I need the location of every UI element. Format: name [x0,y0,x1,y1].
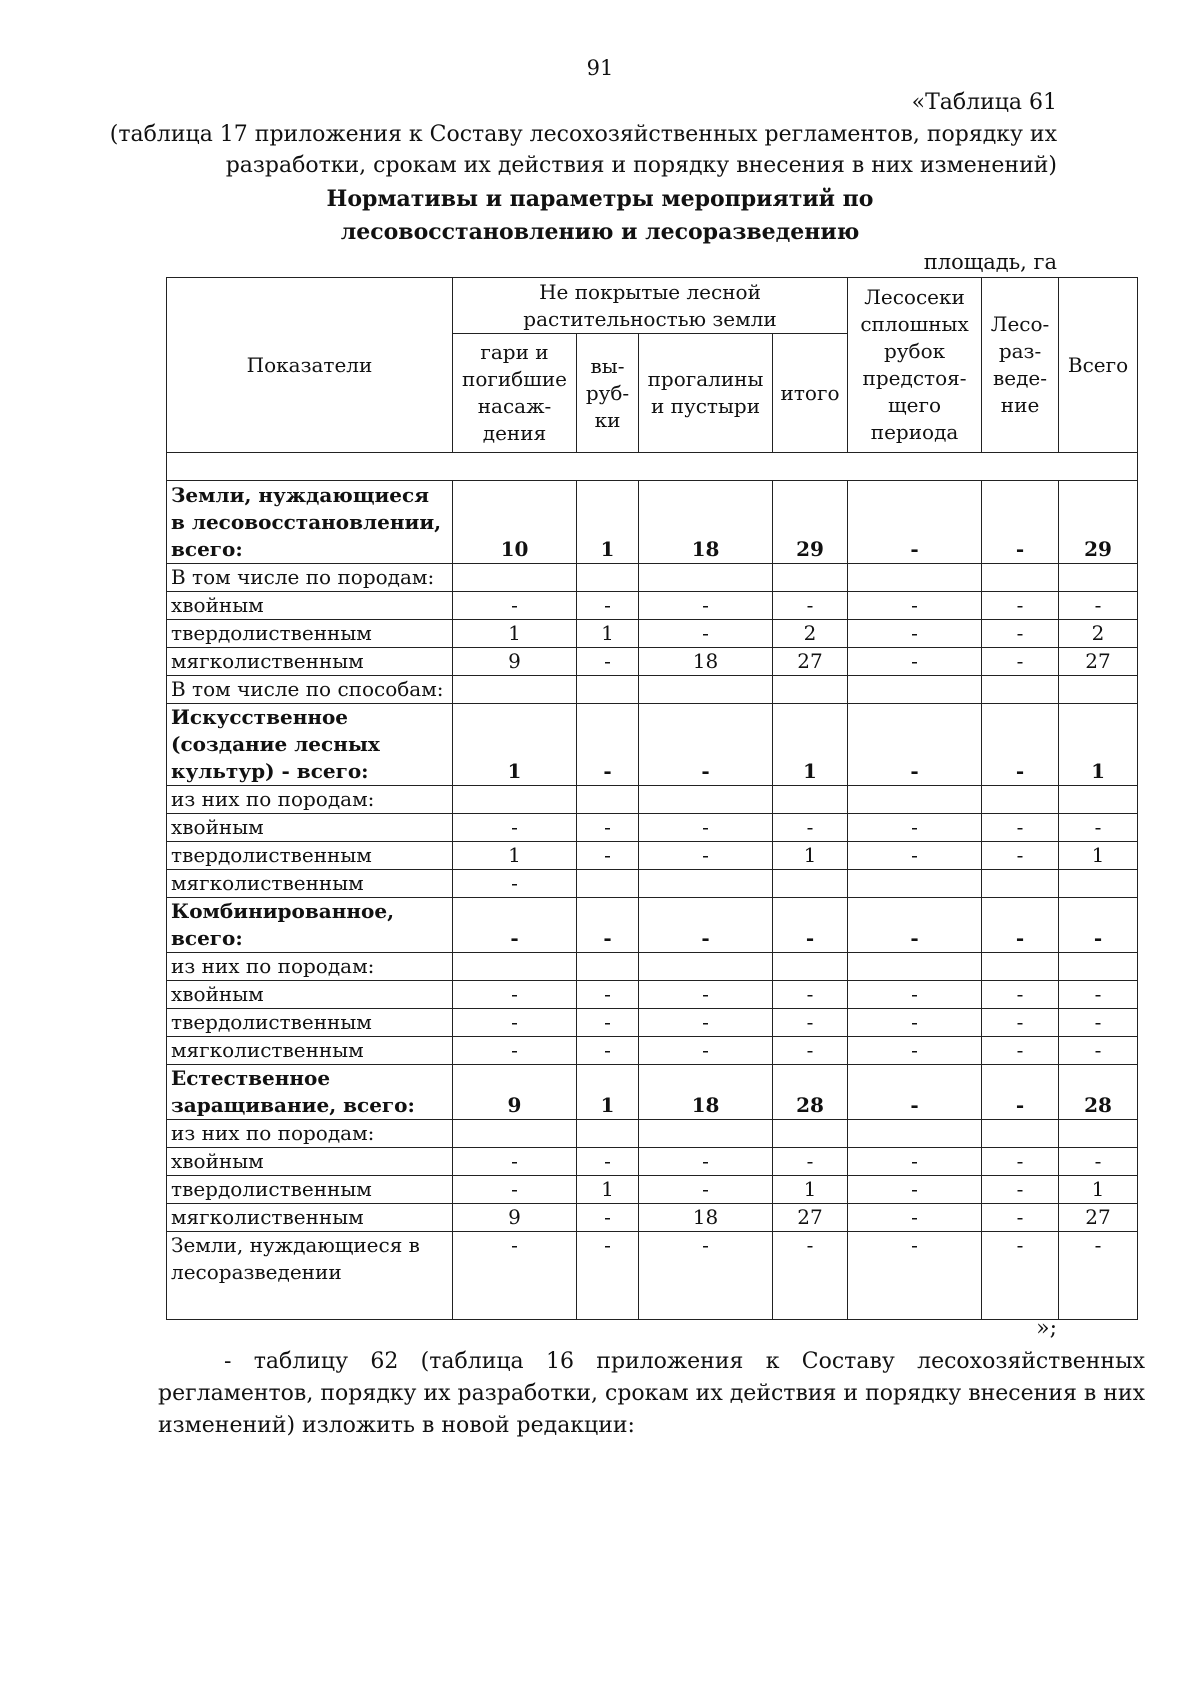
cell-value: - [848,1204,982,1232]
cell-value [453,676,577,704]
cell-value [773,1120,848,1148]
header-afforestation: Лесо-раз-веде-ние [982,278,1059,453]
table-row [167,592,1138,620]
cell-value: - [982,1204,1059,1232]
cell-value [982,953,1059,981]
row-label: из них по породам: [167,1120,453,1148]
cell-value: - [848,981,982,1009]
cell-value [577,870,639,898]
row-label: твердолиственным [167,842,453,870]
cell-value: - [639,1037,773,1065]
cell-value: - [982,1037,1059,1065]
cell-value: - [773,814,848,842]
table-row [167,704,1138,786]
cell-value [982,564,1059,592]
cell-value: - [577,648,639,676]
cell-value: - [848,898,982,953]
spacer-row [167,453,1138,481]
cell-value [982,870,1059,898]
cell-value: 27 [1059,648,1138,676]
cell-value: - [848,1037,982,1065]
table-row [167,1009,1138,1037]
cell-value [773,953,848,981]
cell-value: - [773,981,848,1009]
cell-value: - [639,592,773,620]
cell-value [848,564,982,592]
cell-value [1059,676,1138,704]
row-label: твердолиственным [167,620,453,648]
cell-value: - [1059,898,1138,953]
table-row [167,814,1138,842]
cell-value: - [773,1037,848,1065]
cell-value: - [982,481,1059,564]
cell-value [773,564,848,592]
cell-value [453,953,577,981]
cell-value: 27 [773,648,848,676]
table-row [167,1232,1138,1320]
cell-value: - [1059,1009,1138,1037]
cell-value [848,786,982,814]
row-label: В том числе по способам: [167,676,453,704]
cell-value [639,786,773,814]
cell-value: - [577,1009,639,1037]
cell-value [639,953,773,981]
cell-value: 18 [639,1065,773,1120]
cell-value: - [453,898,577,953]
row-label: из них по породам: [167,786,453,814]
cell-value [1059,953,1138,981]
row-label: хвойным [167,981,453,1009]
cell-value: - [1059,1232,1138,1320]
cell-value: - [982,620,1059,648]
table-label: «Таблица 61 [911,90,1057,115]
table-row [167,1037,1138,1065]
cell-value: - [773,592,848,620]
cell-value [577,786,639,814]
cell-value: - [773,898,848,953]
cell-value [773,676,848,704]
row-label: мягколиственным [167,648,453,676]
cell-value: - [639,1232,773,1320]
cell-value [773,786,848,814]
table-row [167,786,1138,814]
cell-value: - [453,592,577,620]
cell-value: 1 [453,842,577,870]
table-row [167,1176,1138,1204]
row-label: В том числе по породам: [167,564,453,592]
cell-value: - [848,481,982,564]
header-clearings: вы-руб-ки [577,334,639,453]
cell-value: - [773,1009,848,1037]
table-row [167,953,1138,981]
cell-value: - [577,1037,639,1065]
cell-value: - [453,1148,577,1176]
cell-value: 9 [453,1204,577,1232]
table-row [167,1120,1138,1148]
cell-value: - [453,1232,577,1320]
row-label: Искусственное (создание лесных культур) - всего: [167,704,453,786]
cell-value: - [639,704,773,786]
cell-value: - [848,648,982,676]
cell-value: - [982,1009,1059,1037]
cell-value: - [848,842,982,870]
table-row [167,1148,1138,1176]
table-row [167,870,1138,898]
cell-value: - [982,592,1059,620]
cell-value [639,870,773,898]
cell-value: - [982,1065,1059,1120]
cell-value: 1 [773,842,848,870]
cell-value [1059,1120,1138,1148]
header-cutting-areas: Лесосеки сплошных рубок предстоя-щего периода [848,278,982,453]
cell-value: - [1059,1148,1138,1176]
cell-value: - [848,1009,982,1037]
cell-value: 9 [453,648,577,676]
unit-label: площадь, га [923,250,1057,274]
cell-value [848,676,982,704]
header-uncovered-lands: Не покрытые лесной растительностью земли [453,278,848,334]
cell-value: - [639,1176,773,1204]
cell-value: - [982,1232,1059,1320]
cell-value: - [982,704,1059,786]
table-row [167,842,1138,870]
page-number: 91 [586,56,614,80]
row-label: хвойным [167,1148,453,1176]
cell-value: 27 [773,1204,848,1232]
cell-value: - [639,620,773,648]
cell-value: 1 [577,620,639,648]
cell-value: - [982,648,1059,676]
cell-value: - [577,898,639,953]
cell-value [773,870,848,898]
cell-value: - [982,981,1059,1009]
cell-value: - [848,814,982,842]
table-row [167,1065,1138,1120]
cell-value: - [773,1148,848,1176]
amendment-paragraph: - таблицу 62 (таблица 16 приложения к Составу лесохозяйственных регламентов, порядку их разработки, срокам их действия и порядку внесения в них изменений) изложить в новой редакции: [158,1349,1145,1438]
table-body [167,453,1138,1320]
cell-value: - [577,842,639,870]
cell-value: - [639,814,773,842]
cell-value: - [453,870,577,898]
header-burnt: гари и погибшие насаж-дения [453,334,577,453]
cell-value: - [453,1176,577,1204]
document-title-line-2: лесовосстановлению и лесоразведению [340,219,860,245]
table-row [167,564,1138,592]
cell-value [848,870,982,898]
cell-value: - [639,898,773,953]
cell-value: - [982,1176,1059,1204]
cell-value [848,953,982,981]
row-label: мягколиственным [167,1204,453,1232]
cell-value [577,1120,639,1148]
cell-value: 18 [639,1204,773,1232]
cell-value: 1 [1059,1176,1138,1204]
cell-value: - [848,704,982,786]
cell-value: - [1059,1037,1138,1065]
cell-value: - [848,1065,982,1120]
cell-value: - [453,814,577,842]
cell-value: 1 [773,1176,848,1204]
cell-value: 18 [639,481,773,564]
row-label: мягколиственным [167,1037,453,1065]
cell-value: - [848,1176,982,1204]
cell-value: 1 [577,1065,639,1120]
cell-value: - [577,1148,639,1176]
cell-value: - [982,898,1059,953]
header-glades: прогалины и пустыри [639,334,773,453]
row-label: хвойным [167,592,453,620]
cell-value: 1 [453,704,577,786]
table-row [167,981,1138,1009]
cell-value [848,1120,982,1148]
cell-value [639,564,773,592]
cell-value: - [577,981,639,1009]
cell-value: 2 [773,620,848,648]
cell-value: 9 [453,1065,577,1120]
cell-value: 1 [773,704,848,786]
cell-value: - [982,842,1059,870]
cell-value: 1 [453,620,577,648]
cell-value: - [1059,981,1138,1009]
cell-value: - [1059,592,1138,620]
row-label: из них по породам: [167,953,453,981]
cell-value: 18 [639,648,773,676]
row-label: хвойным [167,814,453,842]
cell-value: 1 [577,481,639,564]
measures-table [166,277,1138,1320]
cell-value: 29 [1059,481,1138,564]
cell-value: - [577,1232,639,1320]
cell-value: - [848,1232,982,1320]
table-row [167,620,1138,648]
cell-value: - [773,1232,848,1320]
row-label: твердолиственным [167,1009,453,1037]
cell-value: - [982,1148,1059,1176]
cell-value [453,564,577,592]
cell-value: - [1059,814,1138,842]
cell-value [577,676,639,704]
cell-value: - [639,981,773,1009]
cell-value [453,786,577,814]
cell-value: - [982,814,1059,842]
cell-value: 29 [773,481,848,564]
cell-value: - [577,1204,639,1232]
table-row [167,1204,1138,1232]
cell-value: 1 [1059,842,1138,870]
table-row [167,648,1138,676]
cell-value: - [453,1009,577,1037]
table-row [167,481,1138,564]
cell-value: - [639,842,773,870]
row-label: Земли, нуждающиеся в лесовосстановлении, всего: [167,481,453,564]
cell-value: - [577,592,639,620]
header-indicators: Показатели [167,278,453,453]
cell-value [639,676,773,704]
header-total: Всего [1059,278,1138,453]
cell-value: 27 [1059,1204,1138,1232]
cell-value [639,1120,773,1148]
cell-value: - [453,1037,577,1065]
subtitle-line-2: разработки, срокам их действия и порядку внесения в них изменений) [225,153,1057,178]
cell-value: - [639,1148,773,1176]
cell-value: - [848,620,982,648]
cell-value: 28 [773,1065,848,1120]
cell-value: 10 [453,481,577,564]
row-label: мягколиственным [167,870,453,898]
cell-value [982,676,1059,704]
cell-value [1059,870,1138,898]
cell-value: - [848,1148,982,1176]
table-row [167,676,1138,704]
cell-value [577,564,639,592]
row-label: Земли, нуждающиеся в лесоразведении [167,1232,453,1320]
cell-value [1059,564,1138,592]
cell-value: - [577,704,639,786]
cell-value [453,1120,577,1148]
cell-value: 1 [577,1176,639,1204]
row-label: Естественное заращивание, всего: [167,1065,453,1120]
closing-quote: »; [1036,1316,1057,1341]
row-label: твердолиственным [167,1176,453,1204]
cell-value: - [639,1009,773,1037]
header-subtotal: итого [773,334,848,453]
cell-value: 1 [1059,704,1138,786]
cell-value: - [848,592,982,620]
cell-value [982,786,1059,814]
document-title-line-1: Нормативы и параметры мероприятий по [326,186,874,212]
table-row [167,898,1138,953]
row-label: Комбинированное, всего: [167,898,453,953]
cell-value [982,1120,1059,1148]
subtitle-line-1: (таблица 17 приложения к Составу лесохозяйственных регламентов, порядку их [109,122,1057,147]
cell-value: - [577,814,639,842]
cell-value [577,953,639,981]
cell-value: 2 [1059,620,1138,648]
cell-value: 28 [1059,1065,1138,1120]
cell-value [1059,786,1138,814]
cell-value: - [453,981,577,1009]
